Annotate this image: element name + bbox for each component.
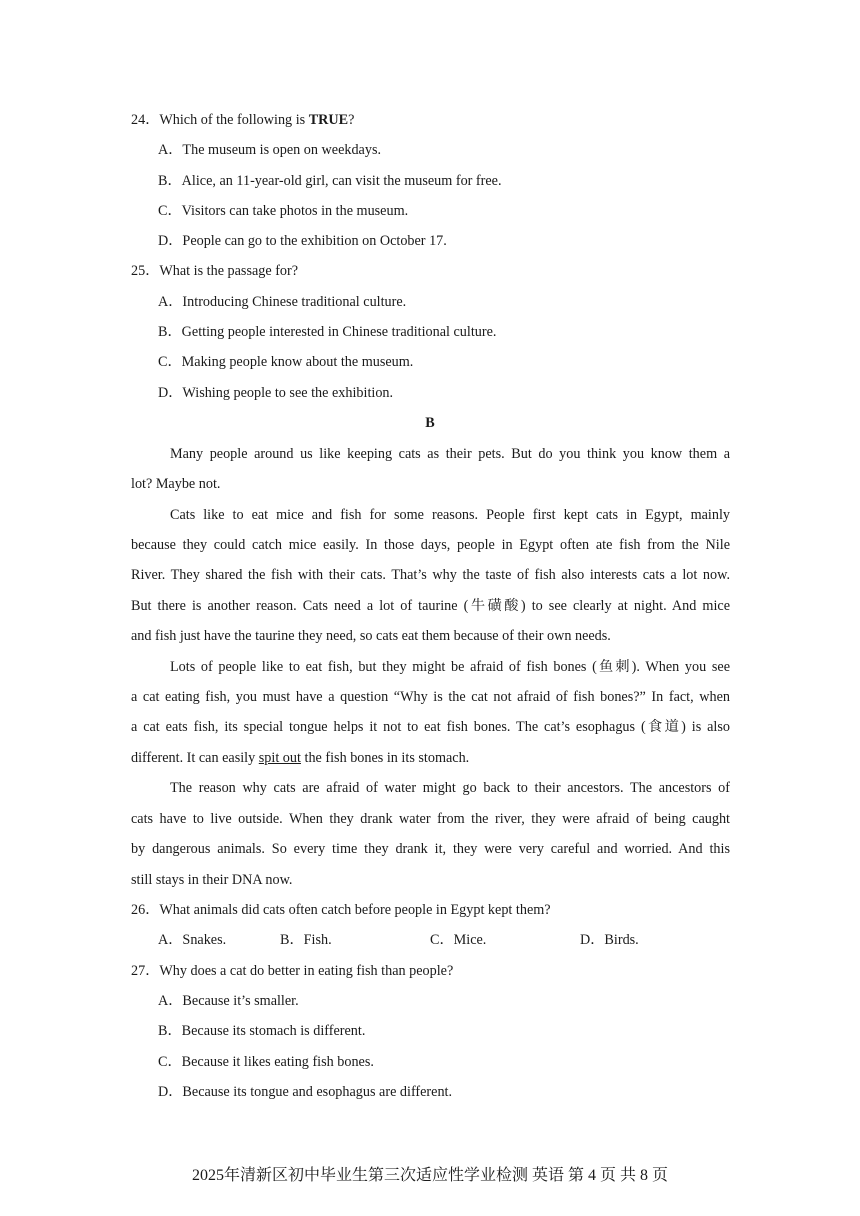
passage-p1-line-1: Many people around us like keeping cats as their pets. But do you think you know them a — [170, 446, 730, 462]
question-24-stem — [131, 111, 354, 129]
passage-p2-line-2: because they could catch mice easily. In those days, people in Egypt often ate fish from the Nile — [131, 537, 730, 553]
question-24-option-a: A．The museum is open on weekdays. — [158, 142, 382, 158]
underlined-phrase: spit out — [258, 750, 301, 766]
passage-p3-line-2: a cat eating fish, you must have a question “Why is the cat not afraid of fish bones?” In fact, when — [131, 689, 730, 705]
question-24-stem-end: ? — [348, 112, 355, 128]
passage-p3-line-4-start: different. It can easily — [131, 750, 259, 766]
question-24-stem-text: 24．Which of the following is — [131, 112, 309, 128]
passage-p3-line-4 — [131, 749, 730, 767]
passage-p4-line-1: The reason why cats are afraid of water might go back to their ancestors. The ancestors of — [170, 780, 730, 796]
passage-p4-line-3: by dangerous animals. So every time they drank it, they were very careful and worried. And this — [131, 841, 730, 857]
passage-p2-line-5: and fish just have the taurine they need, so cats eat them because of their own needs. — [131, 628, 611, 644]
question-25-option-d: D．Wishing people to see the exhibition. — [158, 385, 394, 401]
question-26-option-d: D．Birds. — [580, 932, 639, 948]
question-26-option-c: C．Mice. — [430, 932, 487, 948]
question-27-option-c: C．Because it likes eating fish bones. — [158, 1054, 374, 1070]
question-27-option-d: D．Because its tongue and esophagus are different. — [158, 1084, 453, 1100]
question-25-option-a: A．Introducing Chinese traditional culture. — [158, 294, 407, 310]
passage-p1-line-2: lot? Maybe not. — [131, 476, 221, 492]
question-27-option-a: A．Because it’s smaller. — [158, 993, 299, 1009]
question-27-option-b: B．Because its stomach is different. — [158, 1023, 366, 1039]
passage-p2-line-4: But there is another reason. Cats need a lot of taurine (牛磺酸) to see clearly at night. And mice — [131, 598, 730, 614]
page-footer: 2025年清新区初中毕业生第三次适应性学业检测 英语 第 4 页 共 8 页 — [191, 1167, 668, 1184]
passage-p3-line-3: a cat eats fish, its special tongue helps it not to eat fish bones. The cat’s esophagus (食道) is also — [131, 719, 730, 735]
question-24-option-b: B．Alice, an 11-year-old girl, can visit the museum for free. — [158, 173, 502, 189]
section-heading: B — [425, 415, 435, 431]
question-25-option-c: C．Making people know about the museum. — [158, 354, 414, 370]
question-24-option-d: D．People can go to the exhibition on October 17. — [158, 233, 447, 249]
question-24-option-c: C．Visitors can take photos in the museum. — [158, 203, 409, 219]
question-26-option-a: A．Snakes. — [158, 932, 227, 948]
question-27-stem: 27．Why does a cat do better in eating fish than people? — [131, 963, 454, 979]
question-24-emphasis: TRUE — [308, 112, 349, 128]
question-25-stem: 25．What is the passage for? — [131, 263, 299, 279]
passage-p3-line-1: Lots of people like to eat fish, but they might be afraid of fish bones (鱼刺). When you see — [170, 659, 730, 675]
question-25-option-b: B．Getting people interested in Chinese traditional culture. — [158, 324, 497, 340]
passage-p2-line-3: River. They shared the fish with their cats. That’s why the taste of fish also interests cats a lot now. — [131, 567, 730, 583]
passage-p2-line-1: Cats like to eat mice and fish for some reasons. People first kept cats in Egypt, mainly — [170, 507, 730, 523]
passage-p4-line-4: still stays in their DNA now. — [131, 872, 293, 888]
question-26-option-b: B．Fish. — [280, 932, 332, 948]
passage-p3-line-4-end: the fish bones in its stomach. — [300, 750, 470, 766]
question-26-stem: 26．What animals did cats often catch before people in Egypt kept them? — [131, 902, 551, 918]
passage-p4-line-2: cats have to live outside. When they drank water from the river, they were afraid of being caught — [131, 811, 730, 827]
